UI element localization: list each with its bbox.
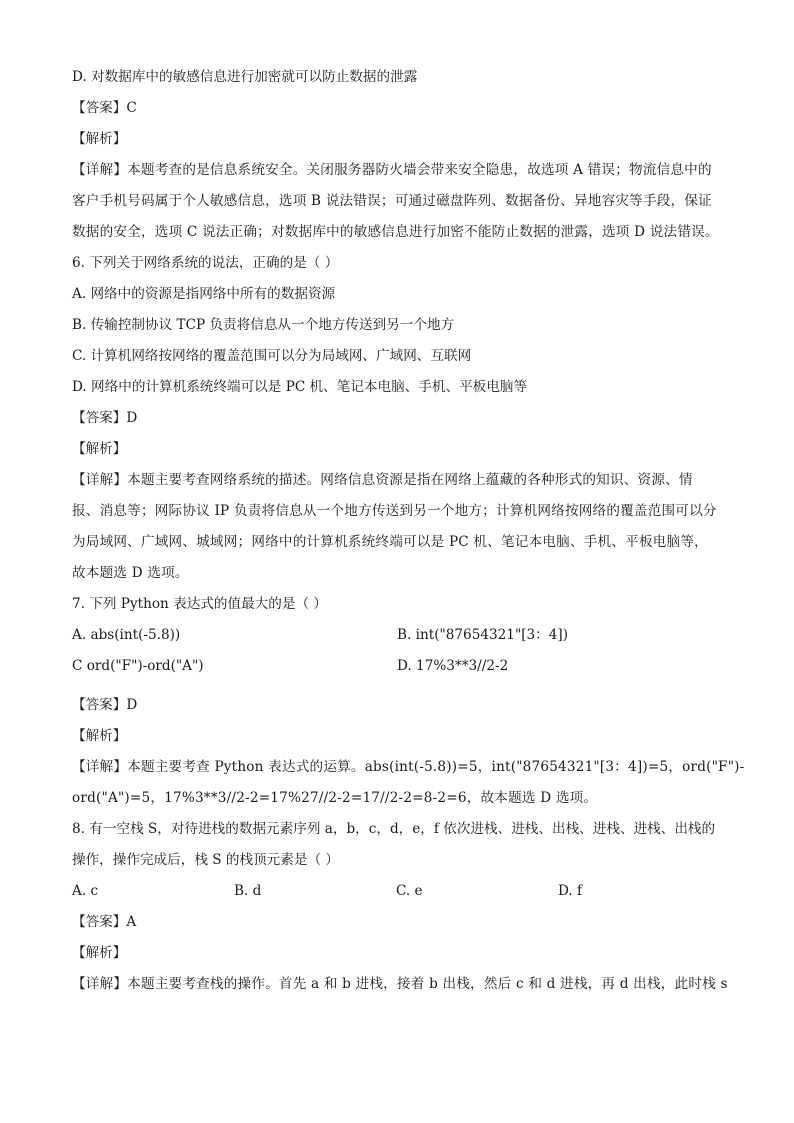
- q5-option-d: D. 对数据库中的敏感信息进行加密就可以防止数据的泄露: [72, 69, 418, 85]
- q6-detail: [72, 465, 722, 589]
- q8-answer: 【答案】A: [72, 914, 137, 930]
- q8-option-d: D. f: [558, 883, 583, 899]
- q6-analysis-label: 【解析】: [72, 441, 127, 457]
- spacer: [72, 682, 722, 690]
- q7-option-b: B. int("87654321"[3：4]): [397, 627, 568, 643]
- q8-detail: [72, 969, 728, 1000]
- q8-analysis-label: 【解析】: [72, 945, 127, 961]
- q6-detail-line: 【详解】本题主要考查网络系统的描述。网络信息资源是指在网络上蕴藏的各种形式的知识、资源、情: [72, 472, 693, 488]
- q7-detail-line: 【详解】本题主要考查 Python 表达式的运算。abs(int(-5.8))=5，int("87654321"[3：4])=5，ord("F")-: [72, 759, 745, 775]
- q7-option-a: A. abs(int(-5.8)): [72, 627, 181, 643]
- q6-detail-line: 为局域网、广域网、城域网；网络中的计算机系统终端可以是 PC 机、笔记本电脑、手机、平板电脑等，: [72, 534, 708, 550]
- q7-answer: 【答案】D: [72, 697, 138, 713]
- q6-option-d: D. 网络中的计算机系统终端可以是 PC 机、笔记本电脑、手机、平板电脑等: [72, 379, 528, 395]
- q8-stem-line: 8. 有一空栈 S，对待进栈的数据元素序列 a，b，c，d，e，f 依次进栈、进栈、出栈、进栈、进栈、出栈的: [72, 821, 716, 837]
- q8-stem-line: 操作，操作完成后，栈 S 的栈顶元素是（ ）: [72, 852, 339, 868]
- q5-analysis-label: 【解析】: [72, 131, 127, 147]
- q6-stem: 6. 下列关于网络系统的说法，正确的是（ ）: [72, 255, 339, 271]
- q8-detail-line: 【详解】本题主要考查栈的操作。首先 a 和 b 进栈，接着 b 出栈，然后 c 和 d 进栈，再 d 出栈，此时栈 s: [72, 976, 728, 992]
- q5-answer: 【答案】C: [72, 100, 137, 116]
- q7-detail: [72, 752, 745, 814]
- q6-answer: 【答案】D: [72, 410, 138, 426]
- q7-option-c: C ord("F")-ord("A"): [72, 658, 204, 674]
- q8-option-a: A. c: [72, 883, 99, 899]
- q7-options-row-2: [72, 651, 722, 682]
- q6-detail-line: 报、消息等；网际协议 IP 负责将信息从一个地方传送到另一个地方；计算机网络按网络的覆盖范围可以分: [72, 503, 717, 519]
- q6-option-c: C. 计算机网络按网络的覆盖范围可以分为局域网、广域网、互联网: [72, 348, 472, 364]
- q6-detail-line: 故本题选 D 选项。: [72, 565, 189, 581]
- q5-detail-line: 客户手机号码属于个人敏感信息，选项 B 说法错误；可通过磁盘阵列、数据备份、异地容灾等手段，保证: [72, 193, 712, 209]
- q5-detail-line: 【详解】本题考查的是信息系统安全。关闭服务器防火墙会带来安全隐患，故选项 A 错误；物流信息中的: [72, 162, 712, 178]
- q7-options-row-1: [72, 620, 722, 651]
- q7-option-d: D. 17%3**3//2-2: [397, 658, 509, 674]
- q6-option-a: A. 网络中的资源是指网络中所有的数据资源: [72, 286, 336, 302]
- q5-detail: [72, 155, 722, 248]
- q6-option-b: B. 传输控制协议 TCP 负责将信息从一个地方传送到另一个地方: [72, 317, 455, 333]
- q5-detail-line: 数据的安全，选项 C 说法正确；对数据库中的敏感信息进行加密不能防止数据的泄露，选项 D 说法错误。: [72, 224, 719, 240]
- q8-options-row: [72, 876, 722, 907]
- q8-option-b: B. d: [234, 883, 262, 899]
- q7-analysis-label: 【解析】: [72, 728, 127, 744]
- q8-option-c: C. e: [396, 883, 423, 899]
- document-page: [72, 62, 745, 1000]
- q7-detail-line: ord("A")=5，17%3**3//2-2=17%27//2-2=17//2-2=8-2=6，故本题选 D 选项。: [72, 790, 598, 806]
- q7-stem: 7. 下列 Python 表达式的值最大的是（ ）: [72, 596, 327, 612]
